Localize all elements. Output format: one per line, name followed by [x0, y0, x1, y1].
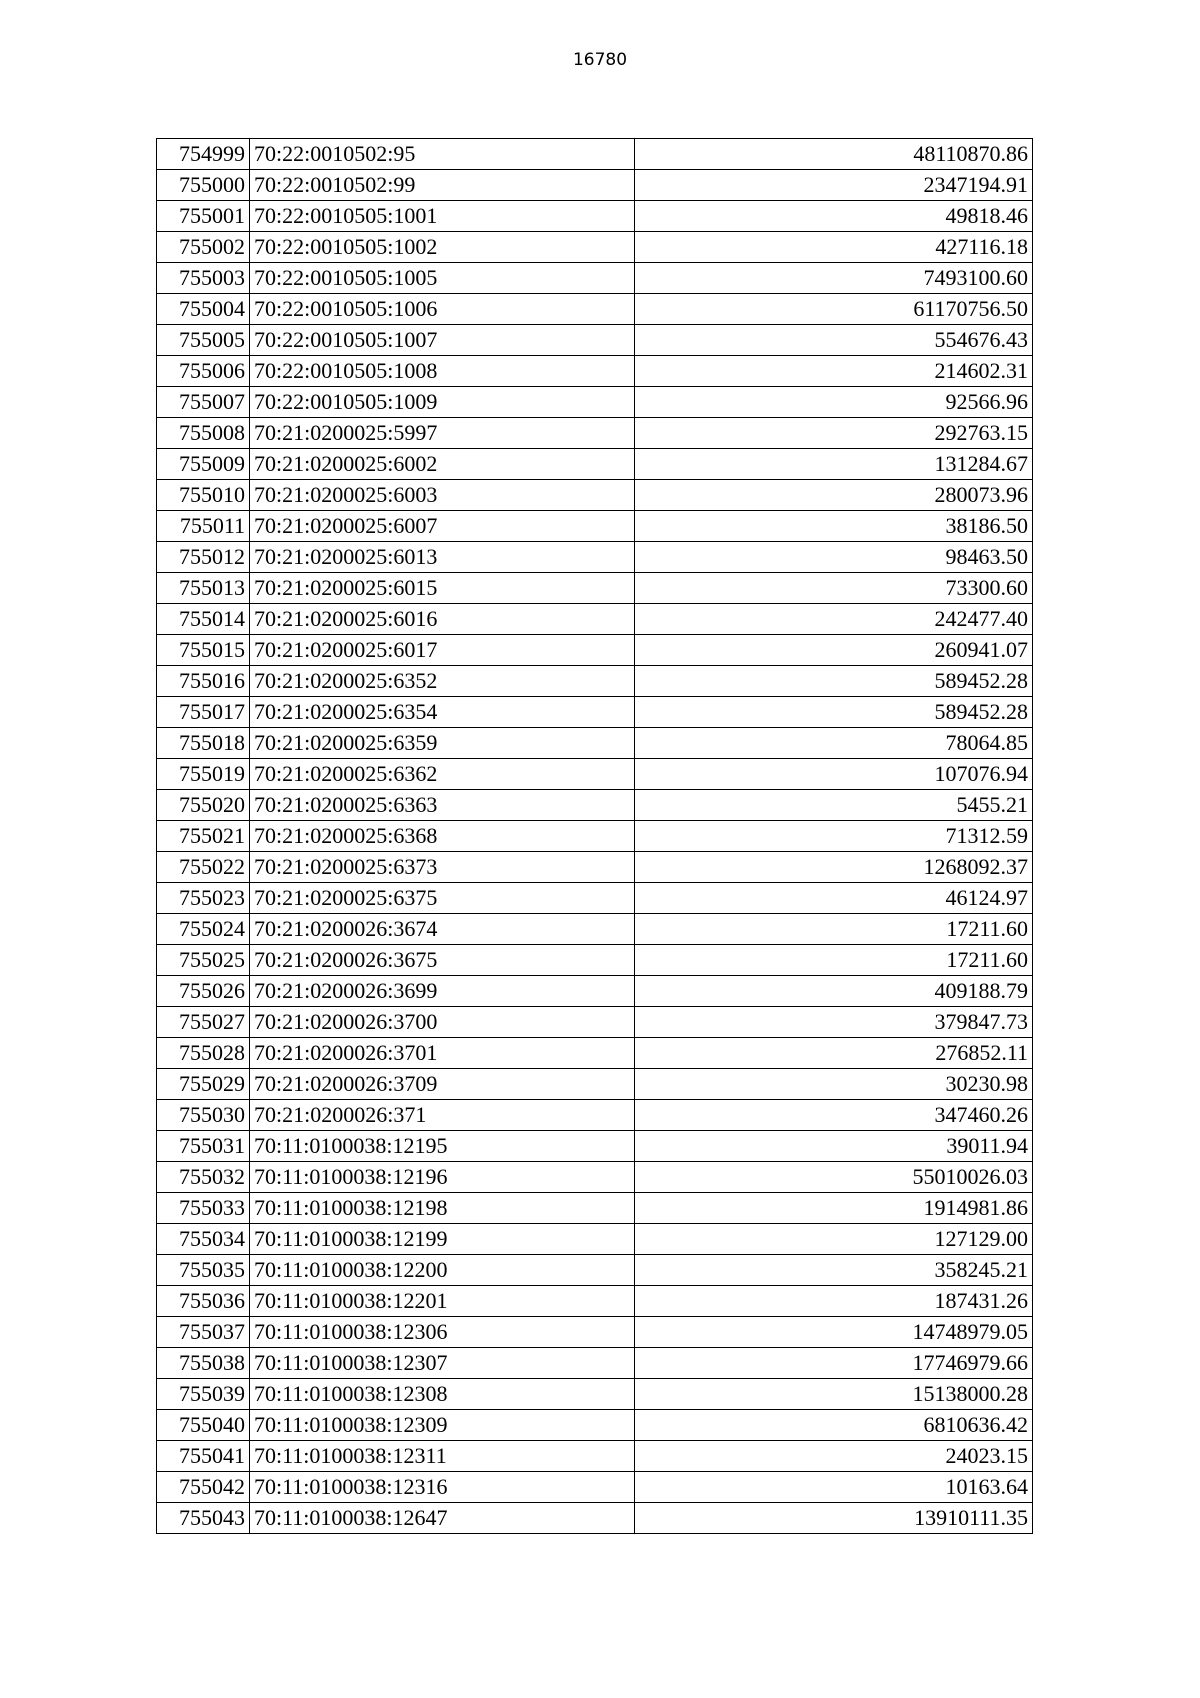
table-row: [157, 1224, 1033, 1255]
table-row: [157, 1286, 1033, 1317]
row-number-cell: 755028: [157, 1038, 250, 1069]
cadastral-value-cell: 5455.21: [635, 790, 1033, 821]
cadastral-value-cell: 7493100.60: [635, 263, 1033, 294]
cadastral-value-cell: 1268092.37: [635, 852, 1033, 883]
table-row: [157, 1038, 1033, 1069]
table-row: [157, 1255, 1033, 1286]
table-row: [157, 139, 1033, 170]
cadastral-value-cell: 6810636.42: [635, 1410, 1033, 1441]
table-row: [157, 294, 1033, 325]
cadastral-value-cell: 242477.40: [635, 604, 1033, 635]
table-row: [157, 387, 1033, 418]
cadastral-number-cell: 70:11:0100038:12199: [250, 1224, 635, 1255]
row-number-cell: 755011: [157, 511, 250, 542]
table-row: [157, 263, 1033, 294]
cadastral-number-cell: 70:11:0100038:12311: [250, 1441, 635, 1472]
row-number-cell: 755038: [157, 1348, 250, 1379]
cadastral-number-cell: 70:21:0200025:6002: [250, 449, 635, 480]
row-number-cell: 755004: [157, 294, 250, 325]
table-row: [157, 1100, 1033, 1131]
cadastral-value-cell: 38186.50: [635, 511, 1033, 542]
row-number-cell: 755041: [157, 1441, 250, 1472]
cadastral-number-cell: 70:22:0010505:1007: [250, 325, 635, 356]
cadastral-number-cell: 70:21:0200025:5997: [250, 418, 635, 449]
row-number-cell: 755018: [157, 728, 250, 759]
table-row: [157, 542, 1033, 573]
row-number-cell: 755002: [157, 232, 250, 263]
cadastral-value-cell: 13910111.35: [635, 1503, 1033, 1534]
table-row: [157, 418, 1033, 449]
table-row: [157, 449, 1033, 480]
table-row: [157, 635, 1033, 666]
table-row: [157, 170, 1033, 201]
cadastral-number-cell: 70:21:0200026:3675: [250, 945, 635, 976]
cadastral-value-cell: 379847.73: [635, 1007, 1033, 1038]
row-number-cell: 755031: [157, 1131, 250, 1162]
table-row: [157, 697, 1033, 728]
row-number-cell: 755027: [157, 1007, 250, 1038]
cadastral-value-cell: 48110870.86: [635, 139, 1033, 170]
cadastral-value-cell: 78064.85: [635, 728, 1033, 759]
table-row: [157, 790, 1033, 821]
cadastral-value-cell: 260941.07: [635, 635, 1033, 666]
row-number-cell: 755039: [157, 1379, 250, 1410]
cadastral-number-cell: 70:21:0200026:3709: [250, 1069, 635, 1100]
cadastral-value-cell: 131284.67: [635, 449, 1033, 480]
cadastral-value-table: [156, 138, 1033, 1534]
table-row: [157, 201, 1033, 232]
table-row: [157, 883, 1033, 914]
cadastral-number-cell: 70:21:0200025:6007: [250, 511, 635, 542]
row-number-cell: 755026: [157, 976, 250, 1007]
cadastral-number-cell: 70:11:0100038:12308: [250, 1379, 635, 1410]
table-row: [157, 914, 1033, 945]
table-row: [157, 1069, 1033, 1100]
row-number-cell: 755012: [157, 542, 250, 573]
cadastral-number-cell: 70:11:0100038:12195: [250, 1131, 635, 1162]
cadastral-number-cell: 70:22:0010502:95: [250, 139, 635, 170]
table-row: [157, 1131, 1033, 1162]
table-row: [157, 852, 1033, 883]
table-row: [157, 511, 1033, 542]
cadastral-value-cell: 127129.00: [635, 1224, 1033, 1255]
cadastral-value-cell: 17211.60: [635, 945, 1033, 976]
cadastral-number-cell: 70:11:0100038:12309: [250, 1410, 635, 1441]
cadastral-number-cell: 70:22:0010505:1009: [250, 387, 635, 418]
row-number-cell: 755025: [157, 945, 250, 976]
row-number-cell: 755020: [157, 790, 250, 821]
row-number-cell: 755015: [157, 635, 250, 666]
table-body: [157, 139, 1033, 1534]
row-number-cell: 755010: [157, 480, 250, 511]
row-number-cell: 755016: [157, 666, 250, 697]
cadastral-value-cell: 2347194.91: [635, 170, 1033, 201]
row-number-cell: 755037: [157, 1317, 250, 1348]
table-row: [157, 325, 1033, 356]
table-row: [157, 604, 1033, 635]
cadastral-number-cell: 70:21:0200025:6017: [250, 635, 635, 666]
cadastral-value-cell: 589452.28: [635, 697, 1033, 728]
cadastral-value-cell: 49818.46: [635, 201, 1033, 232]
cadastral-number-cell: 70:11:0100038:12647: [250, 1503, 635, 1534]
cadastral-number-cell: 70:11:0100038:12316: [250, 1472, 635, 1503]
cadastral-value-cell: 589452.28: [635, 666, 1033, 697]
table-row: [157, 1162, 1033, 1193]
table-row: [157, 1193, 1033, 1224]
row-number-cell: 755023: [157, 883, 250, 914]
table-row: [157, 666, 1033, 697]
row-number-cell: 754999: [157, 139, 250, 170]
cadastral-number-cell: 70:21:0200025:6016: [250, 604, 635, 635]
cadastral-number-cell: 70:21:0200026:3699: [250, 976, 635, 1007]
table-row: [157, 821, 1033, 852]
row-number-cell: 755013: [157, 573, 250, 604]
table-row: [157, 573, 1033, 604]
cadastral-number-cell: 70:22:0010505:1005: [250, 263, 635, 294]
row-number-cell: 755017: [157, 697, 250, 728]
cadastral-value-cell: 187431.26: [635, 1286, 1033, 1317]
cadastral-value-cell: 292763.15: [635, 418, 1033, 449]
cadastral-number-cell: 70:11:0100038:12201: [250, 1286, 635, 1317]
cadastral-value-cell: 24023.15: [635, 1441, 1033, 1472]
cadastral-number-cell: 70:11:0100038:12198: [250, 1193, 635, 1224]
table-row: [157, 1441, 1033, 1472]
row-number-cell: 755000: [157, 170, 250, 201]
cadastral-number-cell: 70:11:0100038:12196: [250, 1162, 635, 1193]
row-number-cell: 755009: [157, 449, 250, 480]
cadastral-value-cell: 71312.59: [635, 821, 1033, 852]
cadastral-value-cell: 39011.94: [635, 1131, 1033, 1162]
table-row: [157, 1317, 1033, 1348]
cadastral-number-cell: 70:22:0010505:1008: [250, 356, 635, 387]
row-number-cell: 755001: [157, 201, 250, 232]
table-row: [157, 728, 1033, 759]
cadastral-value-cell: 17211.60: [635, 914, 1033, 945]
cadastral-number-cell: 70:21:0200025:6359: [250, 728, 635, 759]
cadastral-number-cell: 70:11:0100038:12200: [250, 1255, 635, 1286]
cadastral-value-cell: 10163.64: [635, 1472, 1033, 1503]
row-number-cell: 755042: [157, 1472, 250, 1503]
row-number-cell: 755033: [157, 1193, 250, 1224]
row-number-cell: 755021: [157, 821, 250, 852]
row-number-cell: 755034: [157, 1224, 250, 1255]
row-number-cell: 755032: [157, 1162, 250, 1193]
table-row: [157, 1379, 1033, 1410]
cadastral-number-cell: 70:21:0200026:3674: [250, 914, 635, 945]
row-number-cell: 755030: [157, 1100, 250, 1131]
row-number-cell: 755007: [157, 387, 250, 418]
cadastral-number-cell: 70:11:0100038:12306: [250, 1317, 635, 1348]
row-number-cell: 755014: [157, 604, 250, 635]
cadastral-value-cell: 554676.43: [635, 325, 1033, 356]
cadastral-value-cell: 427116.18: [635, 232, 1033, 263]
cadastral-value-cell: 107076.94: [635, 759, 1033, 790]
cadastral-number-cell: 70:21:0200025:6375: [250, 883, 635, 914]
cadastral-value-cell: 30230.98: [635, 1069, 1033, 1100]
row-number-cell: 755040: [157, 1410, 250, 1441]
cadastral-value-cell: 46124.97: [635, 883, 1033, 914]
row-number-cell: 755029: [157, 1069, 250, 1100]
table-row: [157, 1410, 1033, 1441]
cadastral-number-cell: 70:21:0200026:371: [250, 1100, 635, 1131]
cadastral-value-cell: 1914981.86: [635, 1193, 1033, 1224]
cadastral-number-cell: 70:21:0200025:6373: [250, 852, 635, 883]
cadastral-number-cell: 70:21:0200025:6015: [250, 573, 635, 604]
table-row: [157, 1472, 1033, 1503]
cadastral-number-cell: 70:21:0200026:3701: [250, 1038, 635, 1069]
table-row: [157, 1503, 1033, 1534]
cadastral-value-cell: 347460.26: [635, 1100, 1033, 1131]
cadastral-value-cell: 280073.96: [635, 480, 1033, 511]
cadastral-value-cell: 14748979.05: [635, 1317, 1033, 1348]
row-number-cell: 755019: [157, 759, 250, 790]
cadastral-number-cell: 70:22:0010505:1006: [250, 294, 635, 325]
cadastral-value-cell: 61170756.50: [635, 294, 1033, 325]
cadastral-value-cell: 214602.31: [635, 356, 1033, 387]
table-row: [157, 759, 1033, 790]
cadastral-number-cell: 70:22:0010502:99: [250, 170, 635, 201]
table-row: [157, 480, 1033, 511]
cadastral-number-cell: 70:21:0200026:3700: [250, 1007, 635, 1038]
cadastral-number-cell: 70:21:0200025:6003: [250, 480, 635, 511]
row-number-cell: 755043: [157, 1503, 250, 1534]
row-number-cell: 755006: [157, 356, 250, 387]
table-row: [157, 1348, 1033, 1379]
cadastral-value-cell: 73300.60: [635, 573, 1033, 604]
row-number-cell: 755024: [157, 914, 250, 945]
cadastral-number-cell: 70:21:0200025:6368: [250, 821, 635, 852]
row-number-cell: 755035: [157, 1255, 250, 1286]
cadastral-number-cell: 70:21:0200025:6352: [250, 666, 635, 697]
row-number-cell: 755003: [157, 263, 250, 294]
table-row: [157, 945, 1033, 976]
cadastral-value-cell: 55010026.03: [635, 1162, 1033, 1193]
table-row: [157, 232, 1033, 263]
cadastral-value-cell: 17746979.66: [635, 1348, 1033, 1379]
cadastral-number-cell: 70:22:0010505:1002: [250, 232, 635, 263]
cadastral-number-cell: 70:21:0200025:6013: [250, 542, 635, 573]
row-number-cell: 755008: [157, 418, 250, 449]
row-number-cell: 755005: [157, 325, 250, 356]
table-row: [157, 976, 1033, 1007]
row-number-cell: 755036: [157, 1286, 250, 1317]
page-number: 16780: [572, 50, 628, 70]
table-row: [157, 1007, 1033, 1038]
cadastral-number-cell: 70:21:0200025:6363: [250, 790, 635, 821]
row-number-cell: 755022: [157, 852, 250, 883]
cadastral-number-cell: 70:11:0100038:12307: [250, 1348, 635, 1379]
cadastral-value-cell: 15138000.28: [635, 1379, 1033, 1410]
table-row: [157, 356, 1033, 387]
cadastral-value-cell: 358245.21: [635, 1255, 1033, 1286]
cadastral-number-cell: 70:21:0200025:6362: [250, 759, 635, 790]
cadastral-value-cell: 276852.11: [635, 1038, 1033, 1069]
cadastral-number-cell: 70:22:0010505:1001: [250, 201, 635, 232]
cadastral-value-cell: 92566.96: [635, 387, 1033, 418]
cadastral-value-cell: 98463.50: [635, 542, 1033, 573]
cadastral-number-cell: 70:21:0200025:6354: [250, 697, 635, 728]
cadastral-value-cell: 409188.79: [635, 976, 1033, 1007]
